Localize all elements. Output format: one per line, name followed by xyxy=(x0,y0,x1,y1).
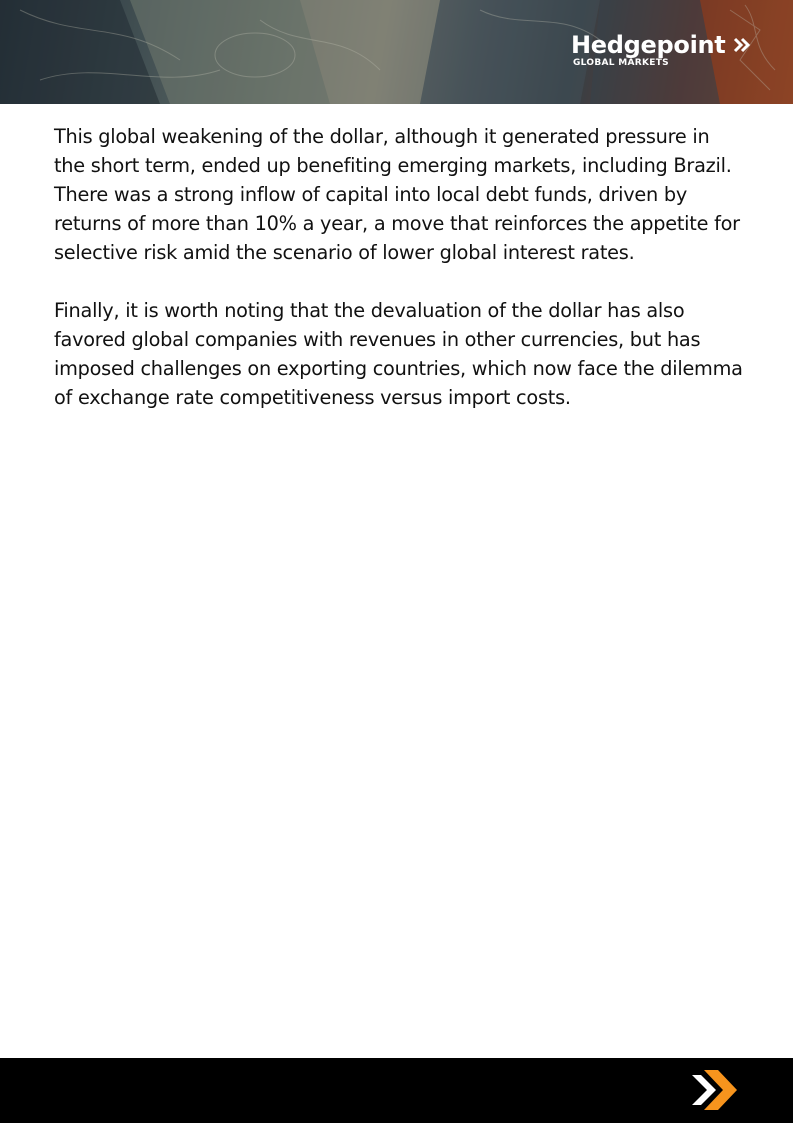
paragraph: This global weakening of the dollar, although it generated pressure in the short term, ended up benefiting emerging markets, including Brazil. There was a strong inflow of capital into local debt funds, driven by returns of more than 10% a year, a move that reinforces the appetite for selective risk amid the scenario of lower global interest rates. xyxy=(54,125,740,264)
brand-name: Hedgepoint xyxy=(571,31,726,59)
article-body xyxy=(54,122,744,441)
brand-logo xyxy=(571,30,755,68)
header-banner xyxy=(0,0,793,104)
footer-bar xyxy=(0,1058,793,1123)
chevron-logo-icon xyxy=(690,1069,740,1111)
brand-subtitle: GLOBAL MARKETS xyxy=(573,58,669,68)
paragraph: Finally, it is worth noting that the devaluation of the dollar has also favored global companies with revenues in other currencies, but has imposed challenges on exporting countries, which now face the dilemma of exchange rate competitiveness versus import costs. xyxy=(54,299,743,409)
double-chevron-icon xyxy=(733,37,751,53)
